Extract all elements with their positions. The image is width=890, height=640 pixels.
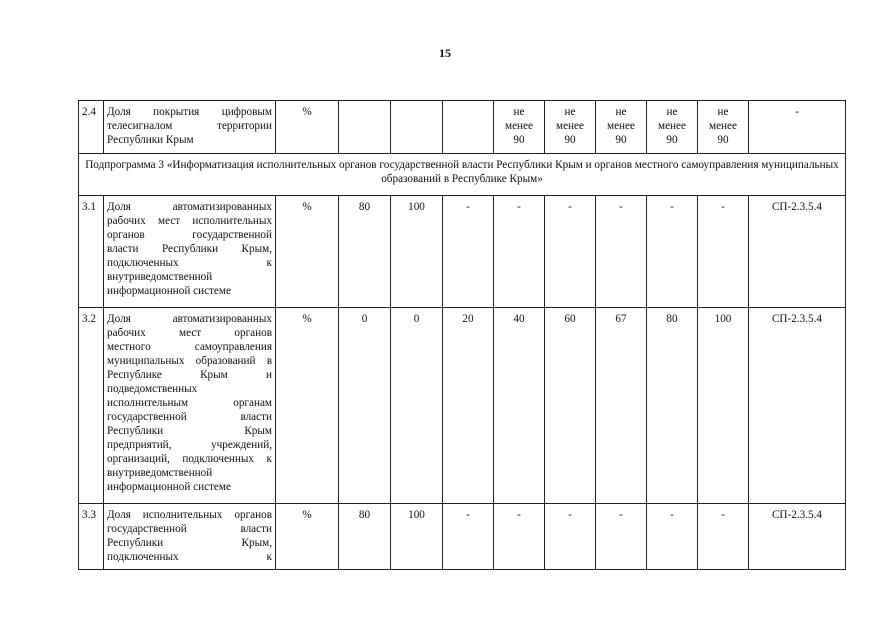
table-row: [79, 196, 846, 308]
value-cell: не менее 90: [545, 101, 596, 154]
value-cell: -: [545, 196, 596, 308]
indicator-name: Доля исполнительных органов государственной власти Республики Крым, подключенных к: [104, 504, 276, 570]
value-cell: -: [443, 196, 494, 308]
value-cell: 0: [391, 308, 443, 504]
unit-cell: %: [276, 504, 339, 570]
value-cell: -: [494, 196, 545, 308]
value-cell: 40: [494, 308, 545, 504]
value-cell: -: [443, 504, 494, 570]
value-cell: [443, 101, 494, 154]
row-number: 3.3: [79, 504, 104, 570]
unit-cell: %: [276, 308, 339, 504]
table-row: [79, 308, 846, 504]
code-cell: СП-2.3.5.4: [749, 504, 846, 570]
subprogram-row: [79, 154, 846, 196]
value-cell: -: [494, 504, 545, 570]
unit-cell: %: [276, 101, 339, 154]
value-cell: не менее 90: [494, 101, 545, 154]
value-cell: [339, 101, 391, 154]
value-cell: -: [698, 196, 749, 308]
code-cell: -: [749, 101, 846, 154]
value-cell: -: [596, 504, 647, 570]
value-cell: 80: [647, 308, 698, 504]
table-row: [79, 504, 846, 570]
page-number: 15: [439, 46, 451, 60]
value-cell: 80: [339, 504, 391, 570]
value-cell: 100: [391, 504, 443, 570]
code-cell: СП-2.3.5.4: [749, 196, 846, 308]
value-cell: 20: [443, 308, 494, 504]
value-cell: [391, 101, 443, 154]
value-cell: -: [698, 504, 749, 570]
unit-cell: %: [276, 196, 339, 308]
row-number: 3.1: [79, 196, 104, 308]
value-cell: -: [647, 196, 698, 308]
indicator-name: Доля автоматизированных рабочих мест исполнительных органов государственной власти Республики Крым, подключенных к внутриведомственной информационной системе: [104, 196, 276, 308]
value-cell: не менее 90: [647, 101, 698, 154]
row-number: 2.4: [79, 101, 104, 154]
value-cell: 0: [339, 308, 391, 504]
indicator-name: Доля автоматизированных рабочих мест органов местного самоуправления муниципальных образований в Республике Крым и подведомственных исполнительным органам государственной власти Республики Крым предприятий, учреждений, организаций, подключенных к внутриведомственной информационной системе: [104, 308, 276, 504]
value-cell: не менее 90: [698, 101, 749, 154]
value-cell: 100: [391, 196, 443, 308]
value-cell: 60: [545, 308, 596, 504]
value-cell: не менее 90: [596, 101, 647, 154]
value-cell: 100: [698, 308, 749, 504]
indicators-table: [78, 100, 846, 570]
row-number: 3.2: [79, 308, 104, 504]
subprogram-title: Подпрограмма 3 «Информатизация исполнительных органов государственной власти Республики Крым и органов местного самоуправления муниципальных образований в Республике Крым»: [79, 154, 846, 196]
value-cell: -: [545, 504, 596, 570]
value-cell: -: [596, 196, 647, 308]
table-row: [79, 101, 846, 154]
value-cell: 80: [339, 196, 391, 308]
code-cell: СП-2.3.5.4: [749, 308, 846, 504]
value-cell: -: [647, 504, 698, 570]
value-cell: 67: [596, 308, 647, 504]
indicator-name: Доля покрытия цифровым телесигналом территории Республики Крым: [104, 101, 276, 154]
